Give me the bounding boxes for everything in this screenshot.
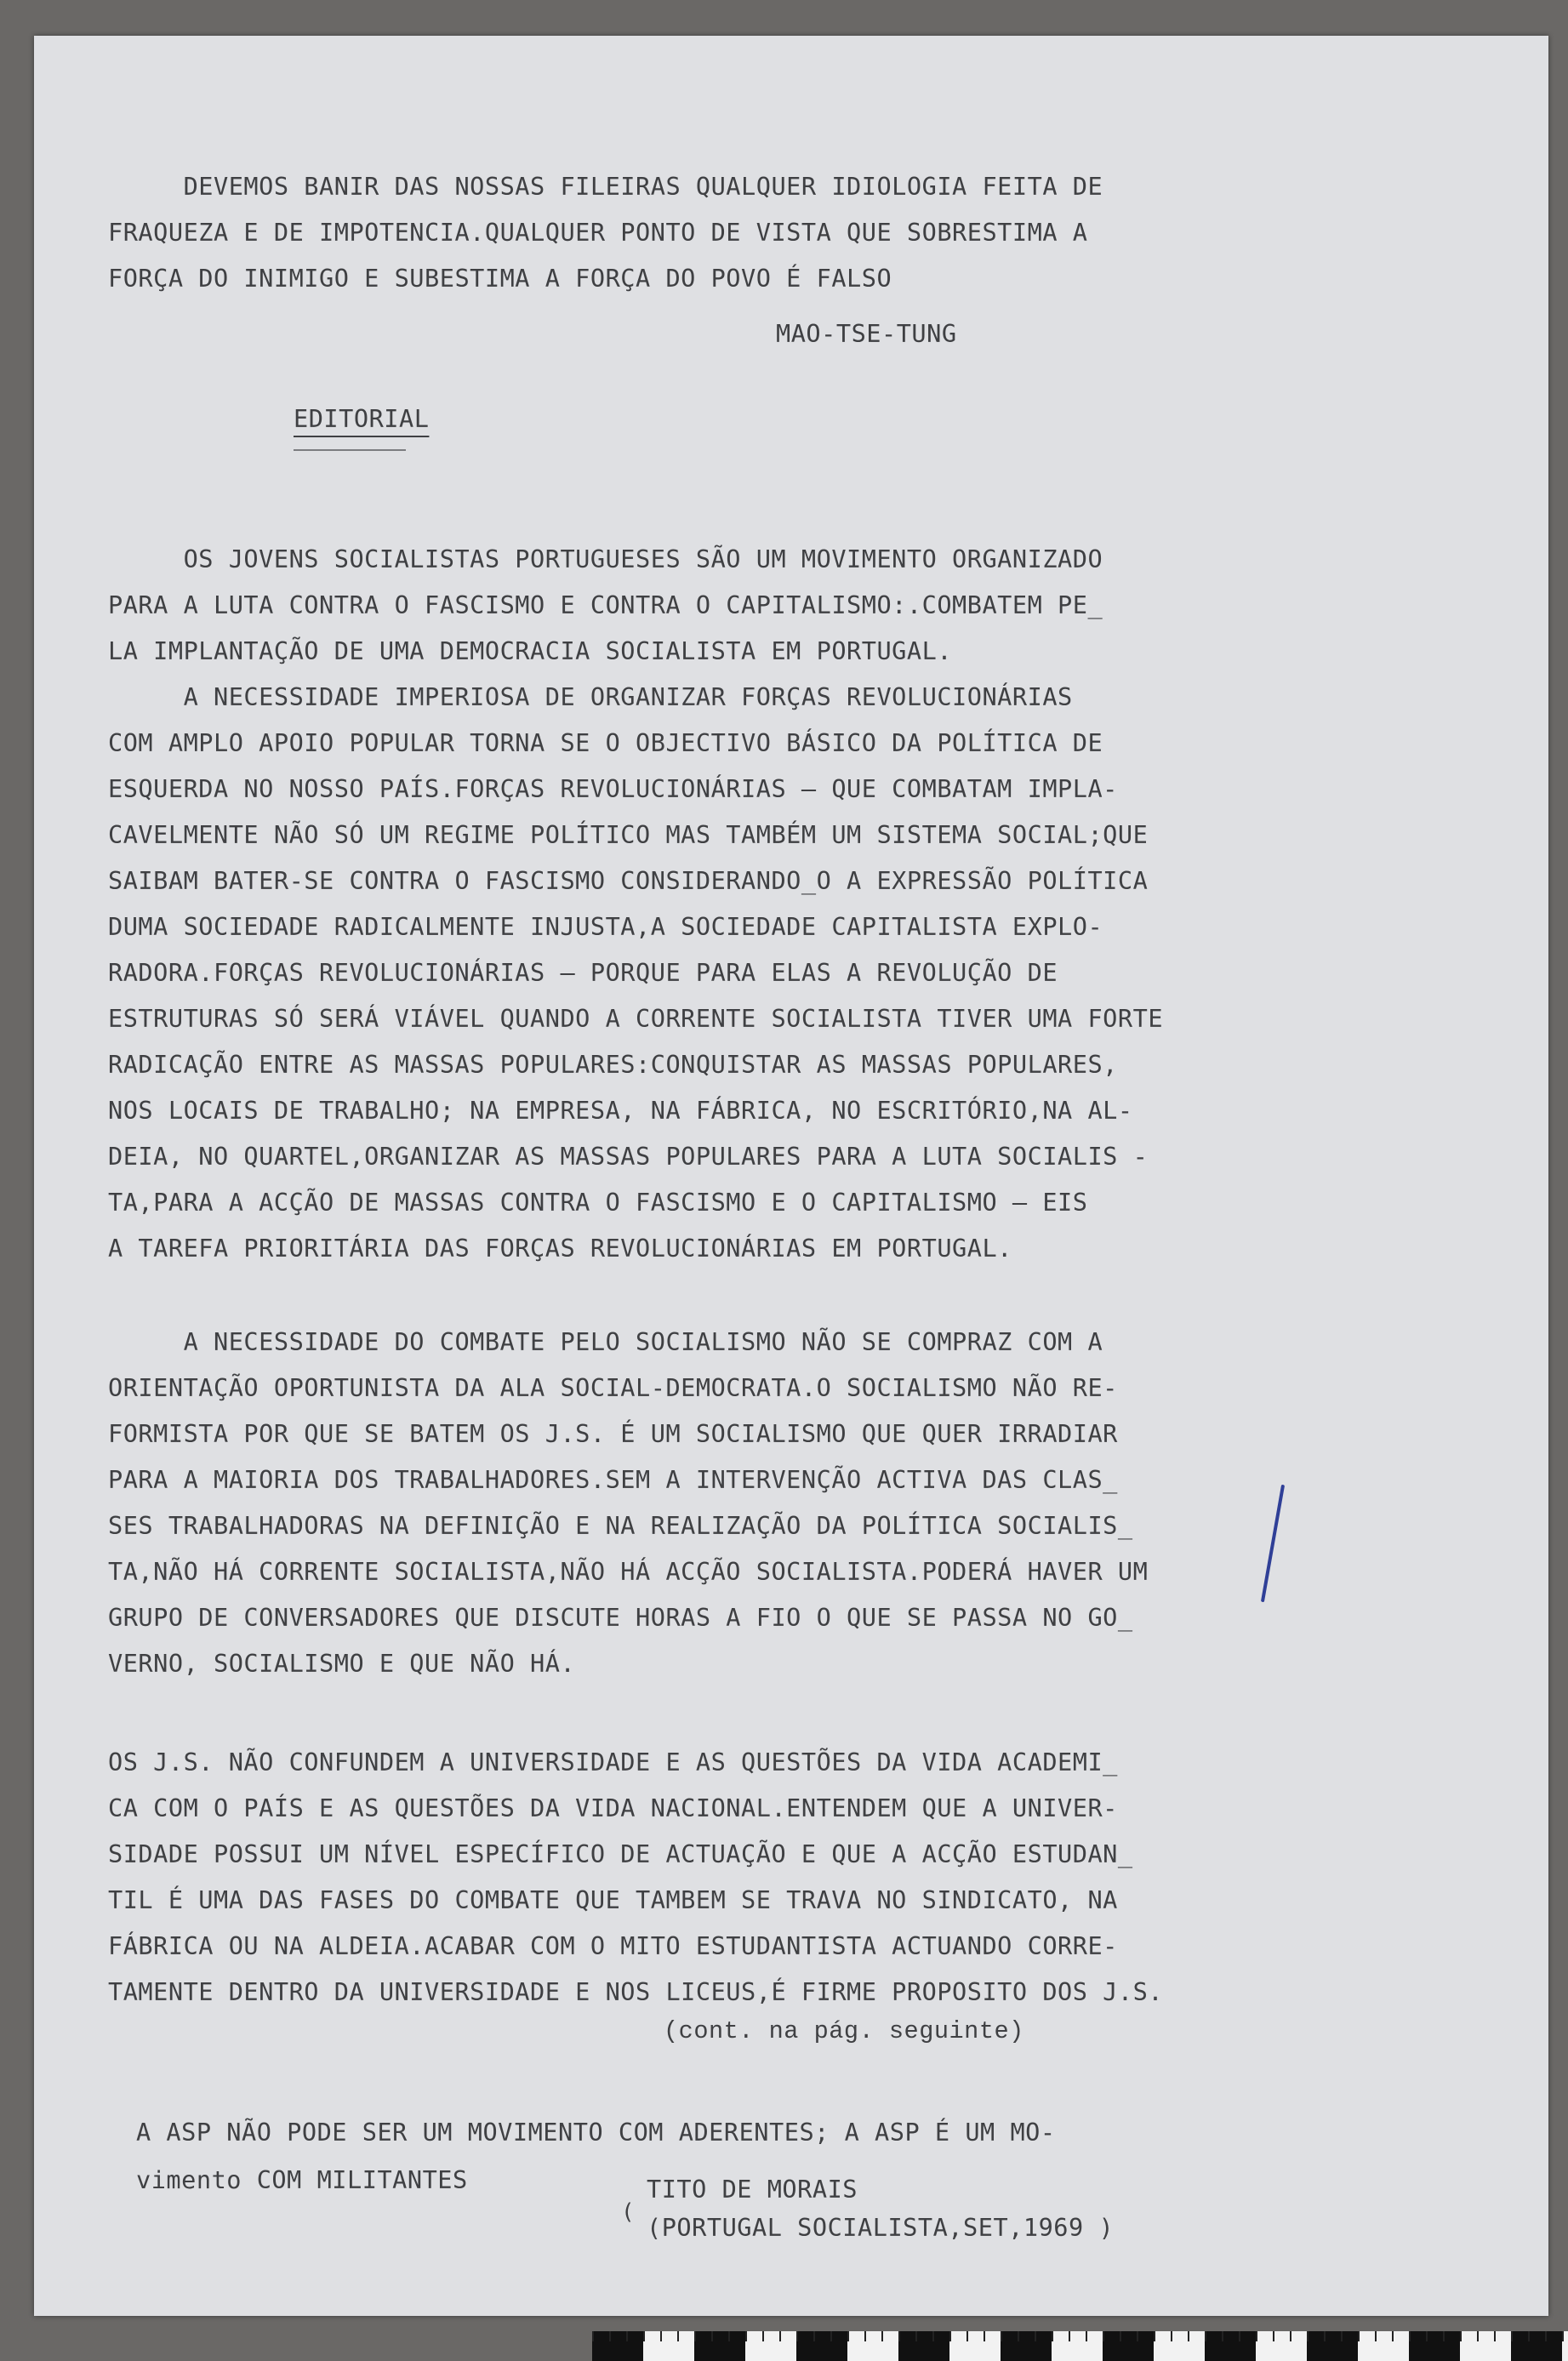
title-underline [294, 449, 406, 451]
section-title: EDITORIAL [294, 404, 430, 433]
epigraph-quote: DEVEMOS BANIR DAS NOSSAS FILEIRAS QUALQUER IDIOLOGIA FEITA DE FRAQUEZA E DE IMPOTENCIA.QUALQUER PONTO DE VISTA QUE SOBRESTIMA A FORÇA DO INIMIGO E SUBESTIMA A FORÇA DO POVO É FALSO [108, 172, 1103, 293]
continued-note: (cont. na pág. seguinte) [664, 2017, 1024, 2045]
closing-quote: A ASP NÃO PODE SER UM MOVIMENTO COM ADERENTES; A ASP É UM MO- vimento COM MILITANTES [136, 2118, 1056, 2194]
quote-author: TITO DE MORAIS [647, 2175, 858, 2204]
editorial-paragraph-2: A NECESSIDADE DO COMBATE PELO SOCIALISMO NÃO SE COMPRAZ COM A ORIENTAÇÃO OPORTUNISTA DA ALA SOCIAL-DEMOCRATA.O SOCIALISMO NÃO RE- FORMISTA POR QUE SE BATEM OS J.S. É UM SOCIALISMO QUE QUER IRRADIAR PARA A MAIORIA DOS TRABALHADORES.SEM A INTERVENÇÃO ACTIVA DAS CLAS_ SES TRABALHADORAS NA DEFINIÇÃO E NA REALIZAÇÃO DA POLÍTICA SOCIALIS_ TA,NÃO HÁ CORRENTE SOCIALISTA,NÃO HÁ ACÇÃO SOCIALISTA.PODERÁ HAVER UM GRUPO DE CONVERSADORES QUE DISCUTE HORAS A FIO O QUE SE PASSA NO GO_ VERNO, SOCIALISMO E QUE NÃO HÁ. [108, 1327, 1149, 1678]
scale-ruler [592, 2331, 1568, 2361]
editorial-paragraph-3: OS J.S. NÃO CONFUNDEM A UNIVERSIDADE E AS QUESTÕES DA VIDA ACADEMI_ CA COM O PAÍS E AS QUESTÕES DA VIDA NACIONAL.ENTENDEM QUE A UNIVER- SIDADE POSSUI UM NÍVEL ESPECÍFICO DE ACTUAÇÃO E QUE A ACÇÃO ESTUDAN_ TIL É UMA DAS FASES DO COMBATE QUE TAMBEM SE TRAVA NO SINDICATO, NA FÁBRICA OU NA ALDEIA.ACABAR COM O MITO ESTUDANTISTA ACTUANDO CORRE- TAMENTE DENTRO DA UNIVERSIDADE E NOS LICEUS,É FIRME PROPOSITO DOS J.S. [108, 1748, 1164, 2006]
epigraph-author: MAO-TSE-TUNG [776, 319, 957, 348]
open-parenthesis: ( [621, 2199, 636, 2225]
quote-source: (PORTUGAL SOCIALISTA,SET,1969 ) [647, 2213, 1115, 2242]
editorial-paragraph-1: OS JOVENS SOCIALISTAS PORTUGUESES SÃO UM MOVIMENTO ORGANIZADO PARA A LUTA CONTRA O FASCISMO E CONTRA O CAPITALISMO:.COMBATEM PE_ LA IMPLANTAÇÃO DE UMA DEMOCRACIA SOCIALISTA EM PORTUGAL. A NECESSIDADE IMPERIOSA DE ORGANIZAR FORÇAS REVOLUCIONÁRIAS COM AMPLO APOIO POPULAR TORNA SE O OBJECTIVO BÁSICO DA POLÍTICA DE ESQUERDA NO NOSSO PAÍS.FORÇAS REVOLUCIONÁRIAS — QUE COMBATAM IMPLA- CAVELMENTE NÃO SÓ UM REGIME POLÍTICO MAS TAMBÉM UM SISTEMA SOCIAL;QUE SAIBAM BATER-SE CONTRA O FASCISMO CONSIDERANDO_O A EXPRESSÃO POLÍTICA DUMA SOCIEDADE RADICALMENTE INJUSTA,A SOCIEDADE CAPITALISTA EXPLO- RADORA.FORÇAS REVOLUCIONÁRIAS — PORQUE PARA ELAS A REVOLUÇÃO DE ESTRUTURAS SÓ SERÁ VIÁVEL QUANDO A CORRENTE SOCIALISTA TIVER UMA FORTE RADICAÇÃO ENTRE AS MASSAS POPULARES:CONQUISTAR AS MASSAS POPULARES, NOS LOCAIS DE TRABALHO; NA EMPRESA, NA FÁBRICA, NO ESCRITÓRIO,NA AL- DEIA, NO QUARTEL,ORGANIZAR AS MASSAS POPULARES PARA A LUTA SOCIALIS - TA,PARA A ACÇÃO DE MASSAS CONTRA O FASCISMO E O CAPITALISMO — EIS A TAREFA PRIORITÁRIA DAS FORÇAS REVOLUCIONÁRIAS EM PORTUGAL. [108, 545, 1164, 1263]
